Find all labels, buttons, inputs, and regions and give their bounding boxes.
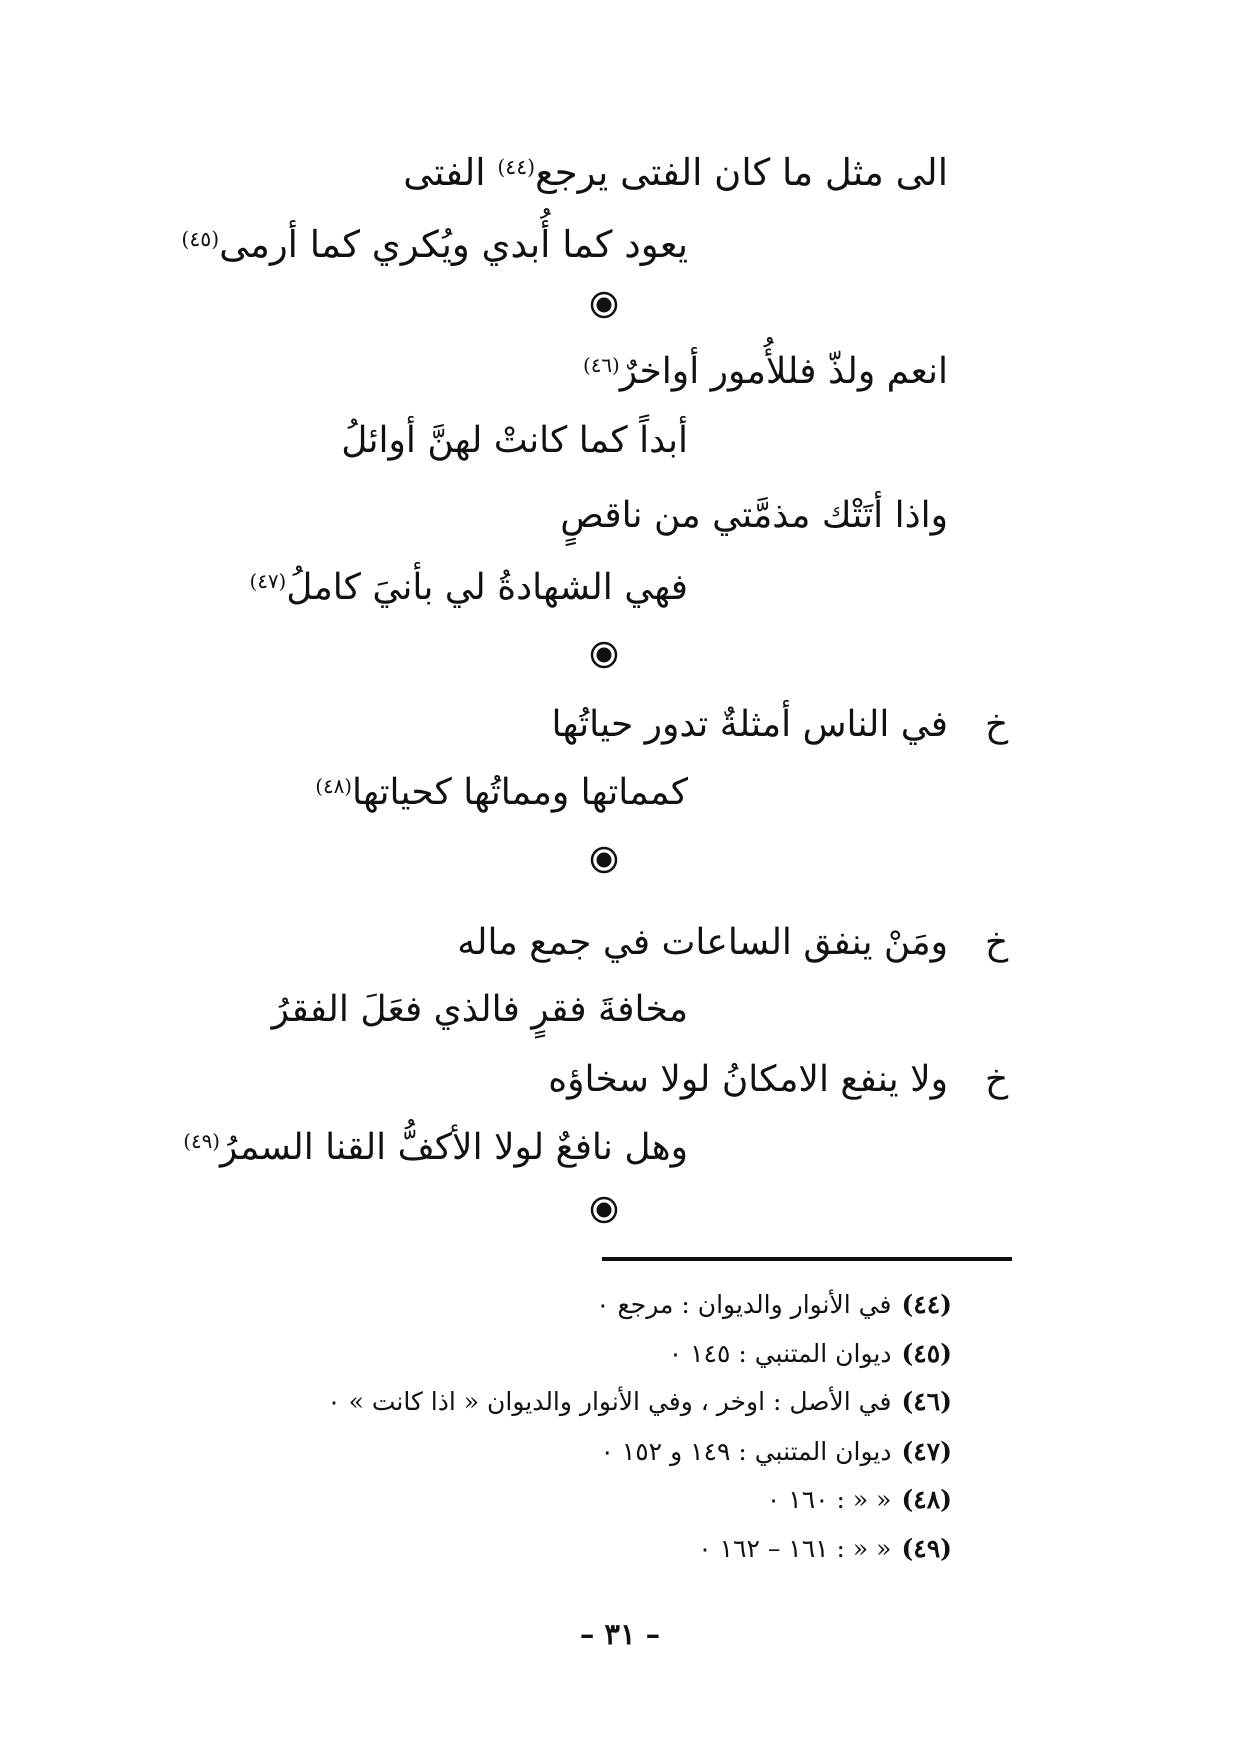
section-separator-icon [589, 290, 619, 320]
verse-marker: خ [985, 1059, 1009, 1100]
footnote-text: في الأصل : اوخر ، وفي الأنوار والديوان « اذا كانت » ٠ [327, 1387, 892, 1416]
footnote-ref-48: (٤٨) [315, 775, 352, 799]
footnote-divider [602, 1257, 1012, 1261]
footnote-number: (٤٩) [901, 1534, 952, 1563]
footnote [596, 1292, 952, 1317]
footnote-ref-44: (٤٤) [497, 154, 536, 179]
verse-4-first-hemistich: في الناس أمثلةٌ تدور حياتُها [551, 704, 948, 745]
footnote-text: « « : ١٦١ – ١٦٢ ٠ [698, 1534, 892, 1563]
verse-3-first-hemistich: واذا أتَتْك مذمَّتي من ناقصٍ [560, 495, 948, 536]
section-separator-icon [589, 640, 619, 670]
footnote-ref-47: (٤٧) [249, 570, 287, 594]
footnote-text: ديوان المتنبي : ١٤٥ ٠ [668, 1339, 892, 1368]
footnote-number: (٤٤) [901, 1290, 952, 1319]
footnote-ref-45: (٤٥) [181, 226, 220, 251]
verse-5-first-hemistich: ومَنْ ينفق الساعات في جمع ماله [457, 922, 948, 963]
footnote-text: « « : ١٦٠ ٠ [766, 1485, 892, 1514]
verse-5-second-hemistich: مخافةَ فقرٍ فالذي فعَلَ الفقرُ [271, 989, 688, 1030]
section-separator-icon [589, 1195, 619, 1225]
footnote-number: (٤٧) [901, 1437, 952, 1466]
footnote [600, 1439, 952, 1464]
section-separator-icon [589, 845, 619, 875]
verse-3-second-hemistich: فهي الشهادةُ لي بأنيَ كاملُ$^{(٤٧)}$ [249, 567, 688, 608]
footnote-text: ديوان المتنبي : ١٤٩ و ١٥٢ ٠ [600, 1437, 892, 1466]
verse-marker: خ [985, 704, 1009, 745]
footnote-ref-46: (٤٦) [583, 354, 620, 378]
verse-1-first-hemistich: الى مثل ما كان الفتى يرجع$^{(٤٤)}$ الفتى [403, 151, 948, 194]
footnote [698, 1536, 952, 1561]
page-number: – ٣١ – [579, 1617, 661, 1651]
footnote-text: في الأنوار والديوان : مرجع ٠ [596, 1290, 892, 1319]
verse-6-second-hemistich: وهل نافعٌ لولا الأكفُّ القنا السمرُ$^{(٤٩)}$ [183, 1127, 688, 1168]
footnote [327, 1389, 952, 1414]
footnote-number: (٤٦) [901, 1387, 952, 1416]
verse-6-first-hemistich: ولا ينفع الامكانُ لولا سخاؤه [548, 1059, 948, 1100]
verse-2-first-hemistich: انعم ولذّ فللأُمور أواخرٌ$^{(٤٦)}$ [583, 351, 948, 392]
footnote [669, 1341, 952, 1366]
footnote-number: (٤٨) [901, 1485, 952, 1514]
footnote-number: (٤٥) [901, 1339, 952, 1368]
footnote-ref-49: (٤٩) [183, 1130, 220, 1154]
verse-4-second-hemistich: كمماتها ومماتُها كحياتها$^{(٤٨)}$ [315, 772, 688, 813]
footnote [767, 1487, 952, 1512]
verse-marker: خ [985, 922, 1009, 963]
verse-2-second-hemistich: أبداً كما كانتْ لهنَّ أوائلُ [341, 420, 688, 461]
verse-1-second-hemistich: يعود كما أُبدي ويُكري كما أرمى$^{(٤٥)}$ [181, 223, 688, 266]
